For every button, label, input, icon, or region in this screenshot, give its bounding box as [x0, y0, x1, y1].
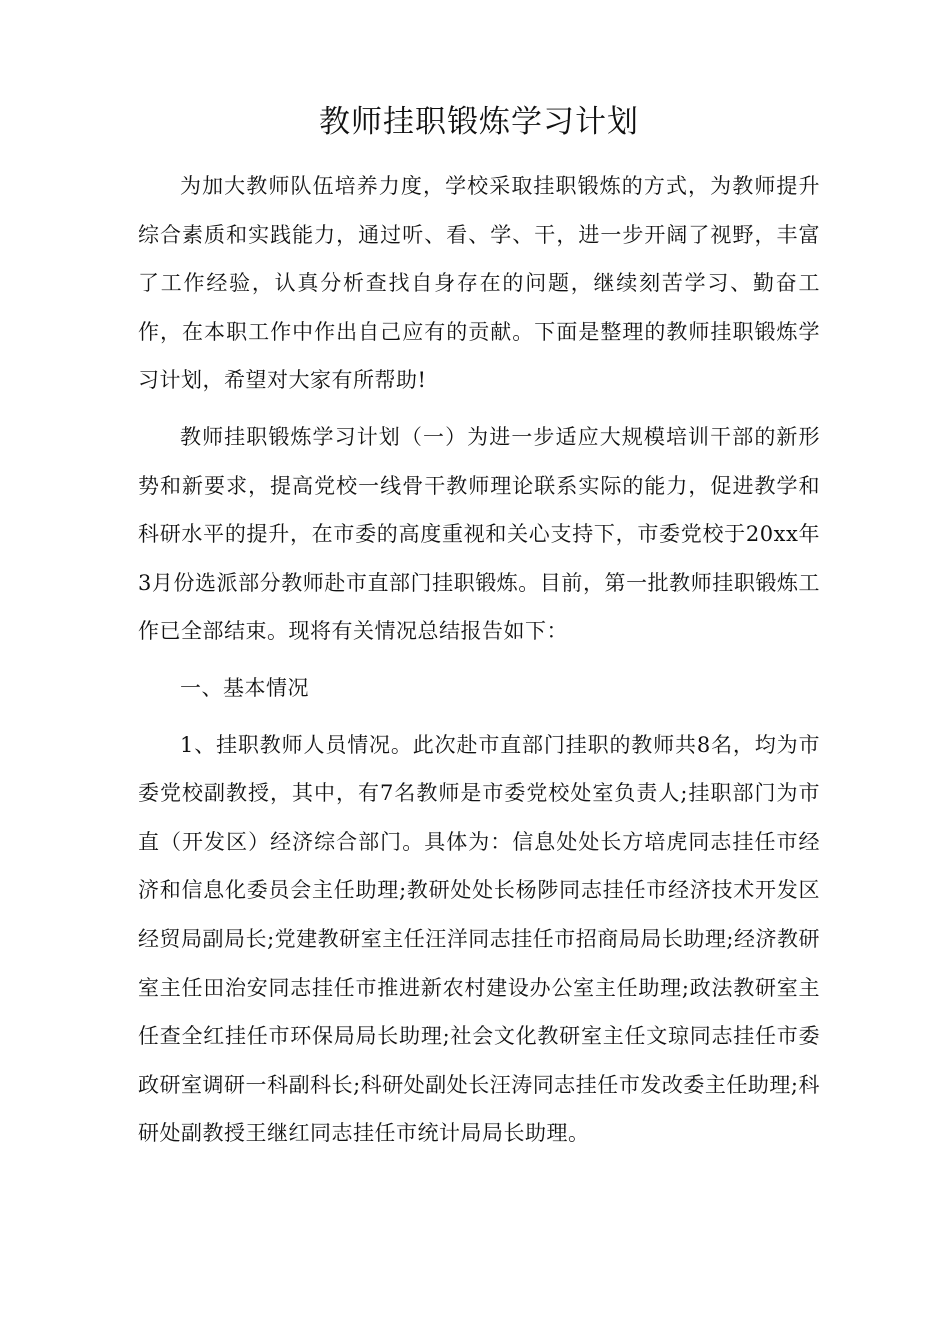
plan-one-paragraph: 教师挂职锻炼学习计划（一）为进一步适应大规模培训干部的新形势和新要求，提高党校一线骨干教师理论联系实际的能力，促进教学和科研水平的提升，在市委的高度重视和关心支持下，市委党校于20xx年3月份选派部分教师赴市直部门挂职锻炼。目前，第一批教师挂职锻炼工作已全部结束。现将有关情况总结报告如下： [138, 424, 820, 644]
intro-paragraph: 为加大教师队伍培养力度，学校采取挂职锻炼的方式，为教师提升综合素质和实践能力，通过听、看、学、干，进一步开阔了视野，丰富了工作经验，认真分析查找自身存在的问题，继续刻苦学习、勤奋工作，在本职工作中作出自己应有的贡献。下面是整理的教师挂职锻炼学习计划，希望对大家有所帮助! [138, 174, 820, 393]
section-heading-basic: 一、基本情况 [180, 675, 309, 700]
document-title: 教师挂职锻炼学习计划 [319, 104, 639, 140]
staff-paragraph: 1、挂职教师人员情况。此次赴市直部门挂职的教师共8名，均为市委党校副教授，其中，有7名教师是市委党校处室负责人;挂职部门为市直（开发区）经济综合部门。具体为：信息处处长方培虎同志挂任市经济和信息化委员会主任助理;教研处处长杨陟同志挂任市经济技术开发区经贸局副局长;党建教研室主任汪洋同志挂任市招商局局长助理;经济教研室主任田治安同志挂任市推进新农村建设办公室主任助理;政法教研室主任查全红挂任市环保局局长助理;社会文化教研室主任文琼同志挂任市委政研室调研一科副科长;科研处副处长汪涛同志挂任市发改委主任助理;科研处副教授王继红同志挂任市统计局局长助理。 [138, 732, 820, 1146]
